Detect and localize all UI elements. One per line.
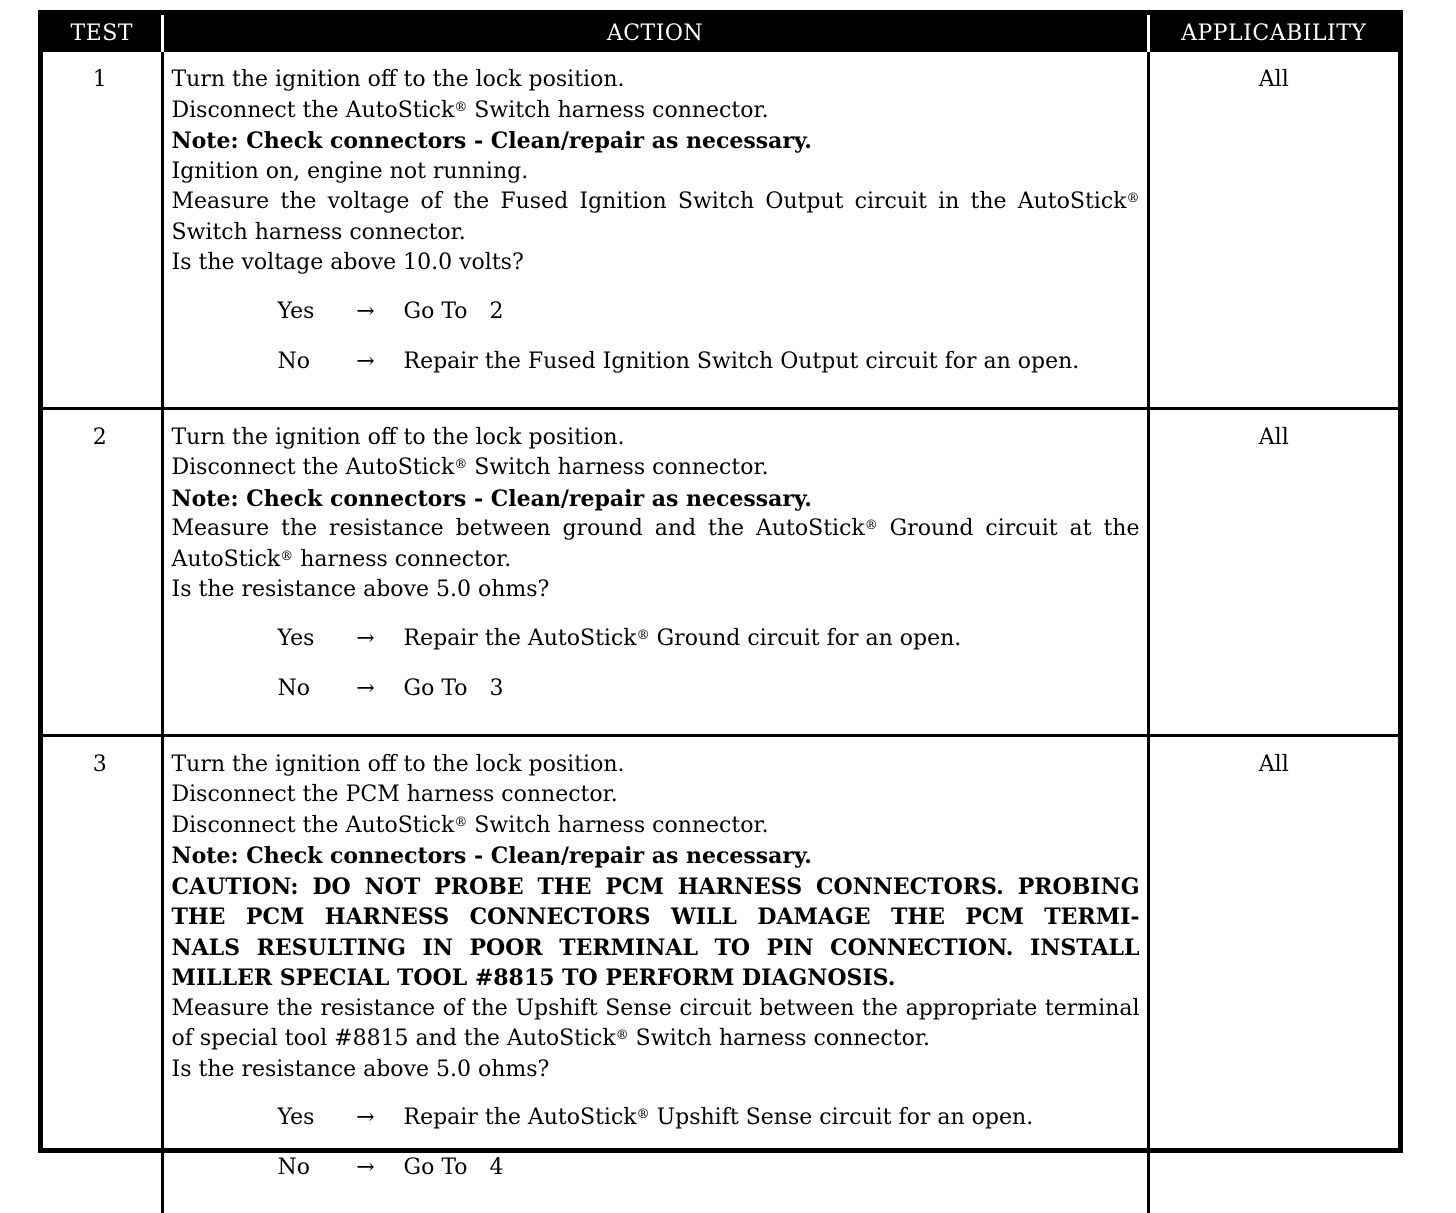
- action-line: Disconnect the AutoStick® Switch harness connector.: [171, 455, 769, 480]
- no-outcome: [172, 1153, 1140, 1203]
- no-outcome: [172, 674, 1140, 724]
- diagnostic-table: [43, 15, 1398, 1213]
- action-line: Disconnect the AutoStick® Switch harness connector.: [171, 97, 769, 123]
- diagnostic-table-frame: [38, 10, 1403, 1180]
- action-line: Ignition on, engine not running.: [171, 158, 529, 184]
- action-line: Measure the resistance of the Upshift Sense circuit between the appropriate terminal: [171, 995, 1140, 1021]
- outcome-result: Go To: [403, 298, 468, 324]
- question-line: Is the voltage above 10.0 volts?: [171, 250, 524, 275]
- applicability-value: All: [1148, 735, 1398, 1213]
- table-header-row: [43, 15, 1398, 52]
- registered-mark: ®: [454, 99, 468, 115]
- action-cell: [162, 52, 1148, 408]
- outcomes: [172, 1103, 1140, 1203]
- registered-mark: ®: [615, 1028, 629, 1043]
- question-line: Is the resistance above 5.0 ohms?: [171, 577, 550, 602]
- applicability-value: All: [1148, 52, 1398, 408]
- table-row: [43, 735, 1398, 1213]
- goto-test-number: 4: [489, 1155, 504, 1180]
- header-test: TEST: [43, 15, 162, 52]
- outcome-result: Repair the AutoStick® Upshift Sense circuit for an open.: [403, 1105, 1034, 1130]
- action-line: Disconnect the AutoStick® Switch harness connector.: [171, 812, 769, 838]
- action-cell: [162, 735, 1148, 1213]
- no-label: No: [277, 348, 310, 374]
- registered-mark: ®: [454, 457, 468, 472]
- header-action: ACTION: [162, 15, 1148, 52]
- outcome-result: Go To: [403, 1155, 468, 1180]
- goto-test-number: 2: [489, 298, 504, 324]
- action-line: Turn the ignition off to the lock position.: [171, 424, 625, 450]
- note-line: Note: Check connectors - Clean/repair as necessary.: [171, 128, 812, 154]
- caution-line: THE PCM HARNESS CONNECTORS WILL DAMAGE THE PCM TERMI-: [171, 904, 1140, 930]
- caution-line: MILLER SPECIAL TOOL #8815 TO PERFORM DIAGNOSIS.: [171, 965, 896, 991]
- action-cell: [162, 408, 1148, 735]
- arrow-right-icon: →: [356, 298, 375, 324]
- action-line: Turn the ignition off to the lock position.: [171, 751, 625, 777]
- table-row: [43, 408, 1398, 735]
- arrow-right-icon: →: [356, 675, 375, 701]
- caution-line: NALS RESULTING IN POOR TERMINAL TO PIN CONNECTION. INSTALL: [171, 934, 1140, 961]
- outcome-result: Repair the Fused Ignition Switch Output circuit for an open.: [403, 348, 1080, 374]
- test-number: 2: [43, 408, 162, 735]
- arrow-right-icon: →: [356, 1155, 375, 1180]
- no-outcome: [172, 347, 1140, 397]
- registered-mark: ®: [636, 1107, 650, 1122]
- goto-test-number: 3: [489, 675, 504, 701]
- action-line: AutoStick® harness connector.: [171, 546, 512, 572]
- no-label: No: [277, 1155, 310, 1180]
- yes-label: Yes: [277, 625, 315, 651]
- action-line: Disconnect the PCM harness connector.: [171, 782, 618, 807]
- yes-outcome: [172, 1103, 1140, 1153]
- yes-label: Yes: [277, 1105, 315, 1130]
- action-line: Switch harness connector.: [171, 219, 466, 245]
- test-number: 1: [92, 67, 107, 92]
- action-line: Measure the resistance between ground and the AutoStick® Ground circuit at the: [171, 516, 1140, 541]
- registered-mark: ®: [280, 548, 294, 564]
- applicability-value: All: [1148, 408, 1398, 735]
- action-line: Turn the ignition off to the lock position.: [171, 67, 625, 92]
- registered-mark: ®: [864, 518, 878, 533]
- registered-mark: ®: [636, 627, 650, 643]
- caution-line: CAUTION: DO NOT PROBE THE PCM HARNESS CONNECTORS. PROBING: [171, 873, 1140, 900]
- yes-label: Yes: [277, 298, 315, 324]
- yes-outcome: [172, 624, 1140, 674]
- header-applicability: APPLICABILITY: [1148, 15, 1398, 52]
- arrow-right-icon: →: [356, 348, 375, 374]
- arrow-right-icon: →: [356, 1105, 375, 1130]
- action-line: Measure the voltage of the Fused Ignition Switch Output circuit in the AutoStick®: [171, 189, 1140, 214]
- yes-outcome: [172, 297, 1140, 347]
- action-line: of special tool #8815 and the AutoStick® Switch harness connector.: [171, 1026, 930, 1051]
- outcome-result: Go To: [403, 675, 468, 701]
- registered-mark: ®: [1126, 191, 1140, 206]
- note-line: Note: Check connectors - Clean/repair as necessary.: [171, 843, 812, 869]
- outcome-result: Repair the AutoStick® Ground circuit for an open.: [403, 625, 962, 651]
- registered-mark: ®: [454, 814, 468, 830]
- table-row: [43, 52, 1398, 408]
- outcomes: [172, 297, 1140, 397]
- no-label: No: [277, 675, 310, 701]
- question-line: Is the resistance above 5.0 ohms?: [171, 1056, 550, 1082]
- note-line: Note: Check connectors - Clean/repair as necessary.: [171, 485, 812, 512]
- test-number: 3: [43, 735, 162, 1213]
- outcomes: [172, 624, 1140, 724]
- arrow-right-icon: →: [356, 625, 375, 651]
